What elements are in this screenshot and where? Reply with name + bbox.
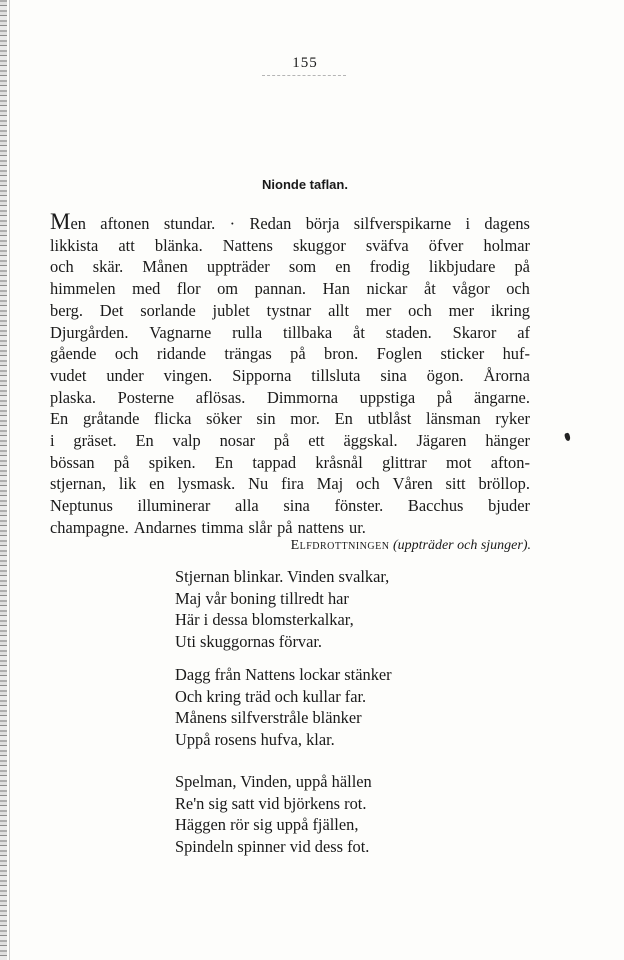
prose-word: af xyxy=(517,322,530,342)
prose-word: Posterne xyxy=(117,387,175,407)
prose-word: tystnar xyxy=(266,300,312,320)
prose-word: Andarnes xyxy=(133,517,197,537)
verse-stanza xyxy=(175,566,389,653)
prose-word: nattens xyxy=(297,517,345,537)
prose-word: på xyxy=(273,431,290,451)
prose-word: Djurgården. xyxy=(50,322,129,342)
prose-word: Skaror xyxy=(452,322,497,342)
prose-paragraph xyxy=(50,209,530,539)
prose-word: Neptunus xyxy=(50,496,113,516)
prose-word: på xyxy=(436,387,453,407)
prose-word: valp xyxy=(172,431,201,451)
prose-line xyxy=(50,209,530,235)
prose-line xyxy=(50,387,530,409)
prose-word: tappad xyxy=(252,452,297,472)
prose-word: ängarne. xyxy=(473,387,530,407)
verse-line: Och kring träd och kullar far. xyxy=(175,686,367,706)
prose-word: Det xyxy=(99,300,124,320)
prose-word: spiken. xyxy=(148,452,196,472)
verse-line: Uppå rosens hufva, klar. xyxy=(175,730,335,750)
prose-word: En xyxy=(334,409,353,429)
prose-word: nosar xyxy=(219,431,256,451)
prose-word: sina xyxy=(380,365,407,385)
prose-word: mot xyxy=(445,452,472,472)
prose-word: slår xyxy=(248,517,273,537)
prose-word: och xyxy=(114,344,139,364)
prose-word: vågor xyxy=(452,279,490,299)
prose-word: aftonen xyxy=(100,214,150,233)
verse-line: Stjernan blinkar. Vinden svalkar, xyxy=(175,567,390,586)
prose-line xyxy=(50,452,530,474)
prose-word: silfverspikarne xyxy=(353,214,452,233)
prose-word: i xyxy=(465,214,471,233)
verse-line: Dagg från Nattens lockar stänker xyxy=(175,665,392,684)
prose-word: sorlande xyxy=(140,300,196,320)
prose-word: och xyxy=(506,279,530,299)
prose-word: hänger xyxy=(485,431,530,451)
prose-word: gräset. xyxy=(73,431,117,451)
prose-word: Nu xyxy=(248,474,269,494)
prose-word: rulla xyxy=(232,322,263,342)
prose-word: fönster. xyxy=(334,496,384,516)
prose-word: sväfva xyxy=(365,235,409,255)
prose-word: ur. xyxy=(349,517,366,537)
prose-word: och xyxy=(408,300,432,320)
prose-word: Jägaren xyxy=(416,431,467,451)
verse-line: Maj vår boning tillredt har xyxy=(175,588,349,608)
prose-word: en xyxy=(149,474,165,494)
verse-stanza xyxy=(175,664,392,751)
prose-word: med xyxy=(132,279,161,299)
prose-word: mor. xyxy=(290,409,320,429)
prose-word: och xyxy=(356,474,380,494)
prose-word: tillbaka xyxy=(283,322,333,342)
prose-word: ryker xyxy=(495,409,530,429)
prose-word: sitt xyxy=(445,474,466,494)
prose-line xyxy=(50,343,530,365)
prose-word: blänka. xyxy=(154,235,203,255)
prose-word: börja xyxy=(305,214,340,233)
prose-word: på xyxy=(514,257,530,277)
prose-word: åt xyxy=(423,279,436,299)
prose-word: bössan xyxy=(50,452,95,472)
prose-word: aflösas. xyxy=(195,387,246,407)
prose-word: äggskal. xyxy=(343,431,398,451)
prose-word: glittrar xyxy=(382,452,427,472)
prose-word: En xyxy=(214,452,234,472)
prose-word: länsman xyxy=(426,409,481,429)
prose-word: och xyxy=(50,257,74,277)
prose-word: En xyxy=(50,409,69,429)
verse-line: Re'n sig satt vid björkens rot. xyxy=(175,793,367,813)
prose-word: · xyxy=(229,214,236,233)
prose-word: bron. xyxy=(324,344,359,364)
prose-line xyxy=(50,322,530,344)
prose-word: på xyxy=(277,517,293,537)
prose-word: bröllop. xyxy=(478,474,530,494)
verse-line: Uti skuggornas förvar. xyxy=(175,632,323,652)
verse-line: Spelman, Vinden, uppå hällen xyxy=(175,772,372,791)
verse-line: Månens silfverstråle blänker xyxy=(175,708,362,728)
prose-word: pannan. xyxy=(254,279,307,299)
verse-line: Häggen rör sig uppå fjällen, xyxy=(175,815,359,835)
prose-word: ögon. xyxy=(426,365,464,385)
prose-word: söker xyxy=(206,409,242,429)
prose-word: bjuder xyxy=(488,496,530,516)
drop-cap: M xyxy=(50,209,71,234)
prose-word: nickar xyxy=(366,279,408,299)
prose-word: på xyxy=(290,344,306,364)
prose-word: som xyxy=(288,257,317,277)
prose-word: i xyxy=(50,431,55,451)
prose-word: trängas xyxy=(224,344,272,364)
prose-word: gråtande xyxy=(82,409,140,429)
prose-word: En xyxy=(135,431,154,451)
page-number: 155 xyxy=(292,55,318,71)
prose-word: skär. xyxy=(92,257,124,277)
prose-word: holmar xyxy=(483,235,530,255)
prose-word: illuminerar xyxy=(137,496,211,516)
prose-line xyxy=(50,300,530,322)
prose-word: ridande xyxy=(156,344,207,364)
prose-word: vingen. xyxy=(163,365,213,385)
ink-blot xyxy=(564,432,571,441)
prose-line xyxy=(50,256,530,278)
prose-word: Sipporna xyxy=(232,365,292,385)
speaker-name: Elfdrottningen xyxy=(290,538,390,553)
prose-word: lik xyxy=(118,474,137,494)
prose-line xyxy=(50,473,530,495)
prose-word: fira xyxy=(281,474,304,494)
prose-word: Redan xyxy=(249,214,292,233)
prose-word: likbjudare xyxy=(428,257,496,277)
prose-word: ett xyxy=(308,431,325,451)
prose-word: staden. xyxy=(385,322,432,342)
prose-word: Foglen xyxy=(376,344,423,364)
prose-line xyxy=(50,278,530,300)
prose-word: mer xyxy=(448,300,475,320)
prose-word: tillsluta xyxy=(311,365,361,385)
prose-word: likkista xyxy=(50,235,99,255)
section-title: Nionde taflan. xyxy=(262,177,348,192)
prose-word: under xyxy=(106,365,144,385)
prose-word: ikring xyxy=(490,300,530,320)
prose-line xyxy=(50,235,530,257)
prose-word: Dimmorna xyxy=(266,387,338,407)
verse-stanza xyxy=(175,771,372,858)
prose-word: Men xyxy=(50,209,86,234)
prose-word: huf- xyxy=(502,344,530,364)
speaker-heading xyxy=(0,538,531,554)
prose-word: gående xyxy=(50,344,97,364)
prose-word: att xyxy=(118,235,135,255)
prose-word: stundar. xyxy=(163,214,216,233)
prose-word: frodig xyxy=(369,257,410,277)
scan-binding-edge xyxy=(0,0,7,960)
scan-edge-line xyxy=(9,0,10,960)
prose-word: åt xyxy=(353,322,365,342)
prose-line xyxy=(50,495,530,517)
prose-word: en xyxy=(335,257,351,277)
prose-word: mer xyxy=(365,300,392,320)
prose-word: plaska. xyxy=(50,387,96,407)
prose-line xyxy=(50,430,530,452)
prose-word: berg. xyxy=(50,300,83,320)
prose-word: flicka xyxy=(154,409,192,429)
prose-word: dagens xyxy=(484,214,530,233)
prose-word: Månen xyxy=(142,257,188,277)
prose-word: uppträder xyxy=(206,257,270,277)
prose-word: sina xyxy=(283,496,310,516)
prose-word: vudet xyxy=(50,365,87,385)
prose-word: Maj xyxy=(316,474,344,494)
prose-word: himmelen xyxy=(50,279,116,299)
verse-line: Här i dessa blomsterkalkar, xyxy=(175,610,354,630)
stage-direction: (uppträder och sjunger). xyxy=(392,538,531,553)
prose-word: afton- xyxy=(490,452,530,472)
prose-word: utblåst xyxy=(367,409,412,429)
prose-word: champagne. xyxy=(50,517,129,537)
page-number-rule xyxy=(262,75,346,76)
prose-word: sin xyxy=(256,409,276,429)
prose-line xyxy=(50,517,530,539)
prose-word: alla xyxy=(235,496,259,516)
verse-line: Spindeln spinner vid dess fot. xyxy=(175,837,370,857)
prose-word: allt xyxy=(328,300,350,320)
prose-word: öfver xyxy=(428,235,464,255)
prose-word: Nattens xyxy=(222,235,273,255)
prose-word: Årorna xyxy=(483,365,530,385)
prose-word: jublet xyxy=(212,300,250,320)
prose-word: lysmask. xyxy=(177,474,236,494)
prose-word: Bacchus xyxy=(407,496,464,516)
prose-word: kråsnål xyxy=(315,452,363,472)
prose-word: sticker xyxy=(440,344,485,364)
prose-word: timma xyxy=(201,517,244,537)
prose-word: Vagnarne xyxy=(149,322,212,342)
prose-word: skuggor xyxy=(292,235,346,255)
prose-word: om xyxy=(217,279,239,299)
prose-word: Våren xyxy=(392,474,433,494)
prose-word: uppstiga xyxy=(359,387,416,407)
prose-word: stjernan, xyxy=(50,474,106,494)
prose-line xyxy=(50,408,530,430)
prose-word: Han xyxy=(322,279,350,299)
prose-word: på xyxy=(113,452,130,472)
prose-word: flor xyxy=(176,279,201,299)
prose-line xyxy=(50,365,530,387)
